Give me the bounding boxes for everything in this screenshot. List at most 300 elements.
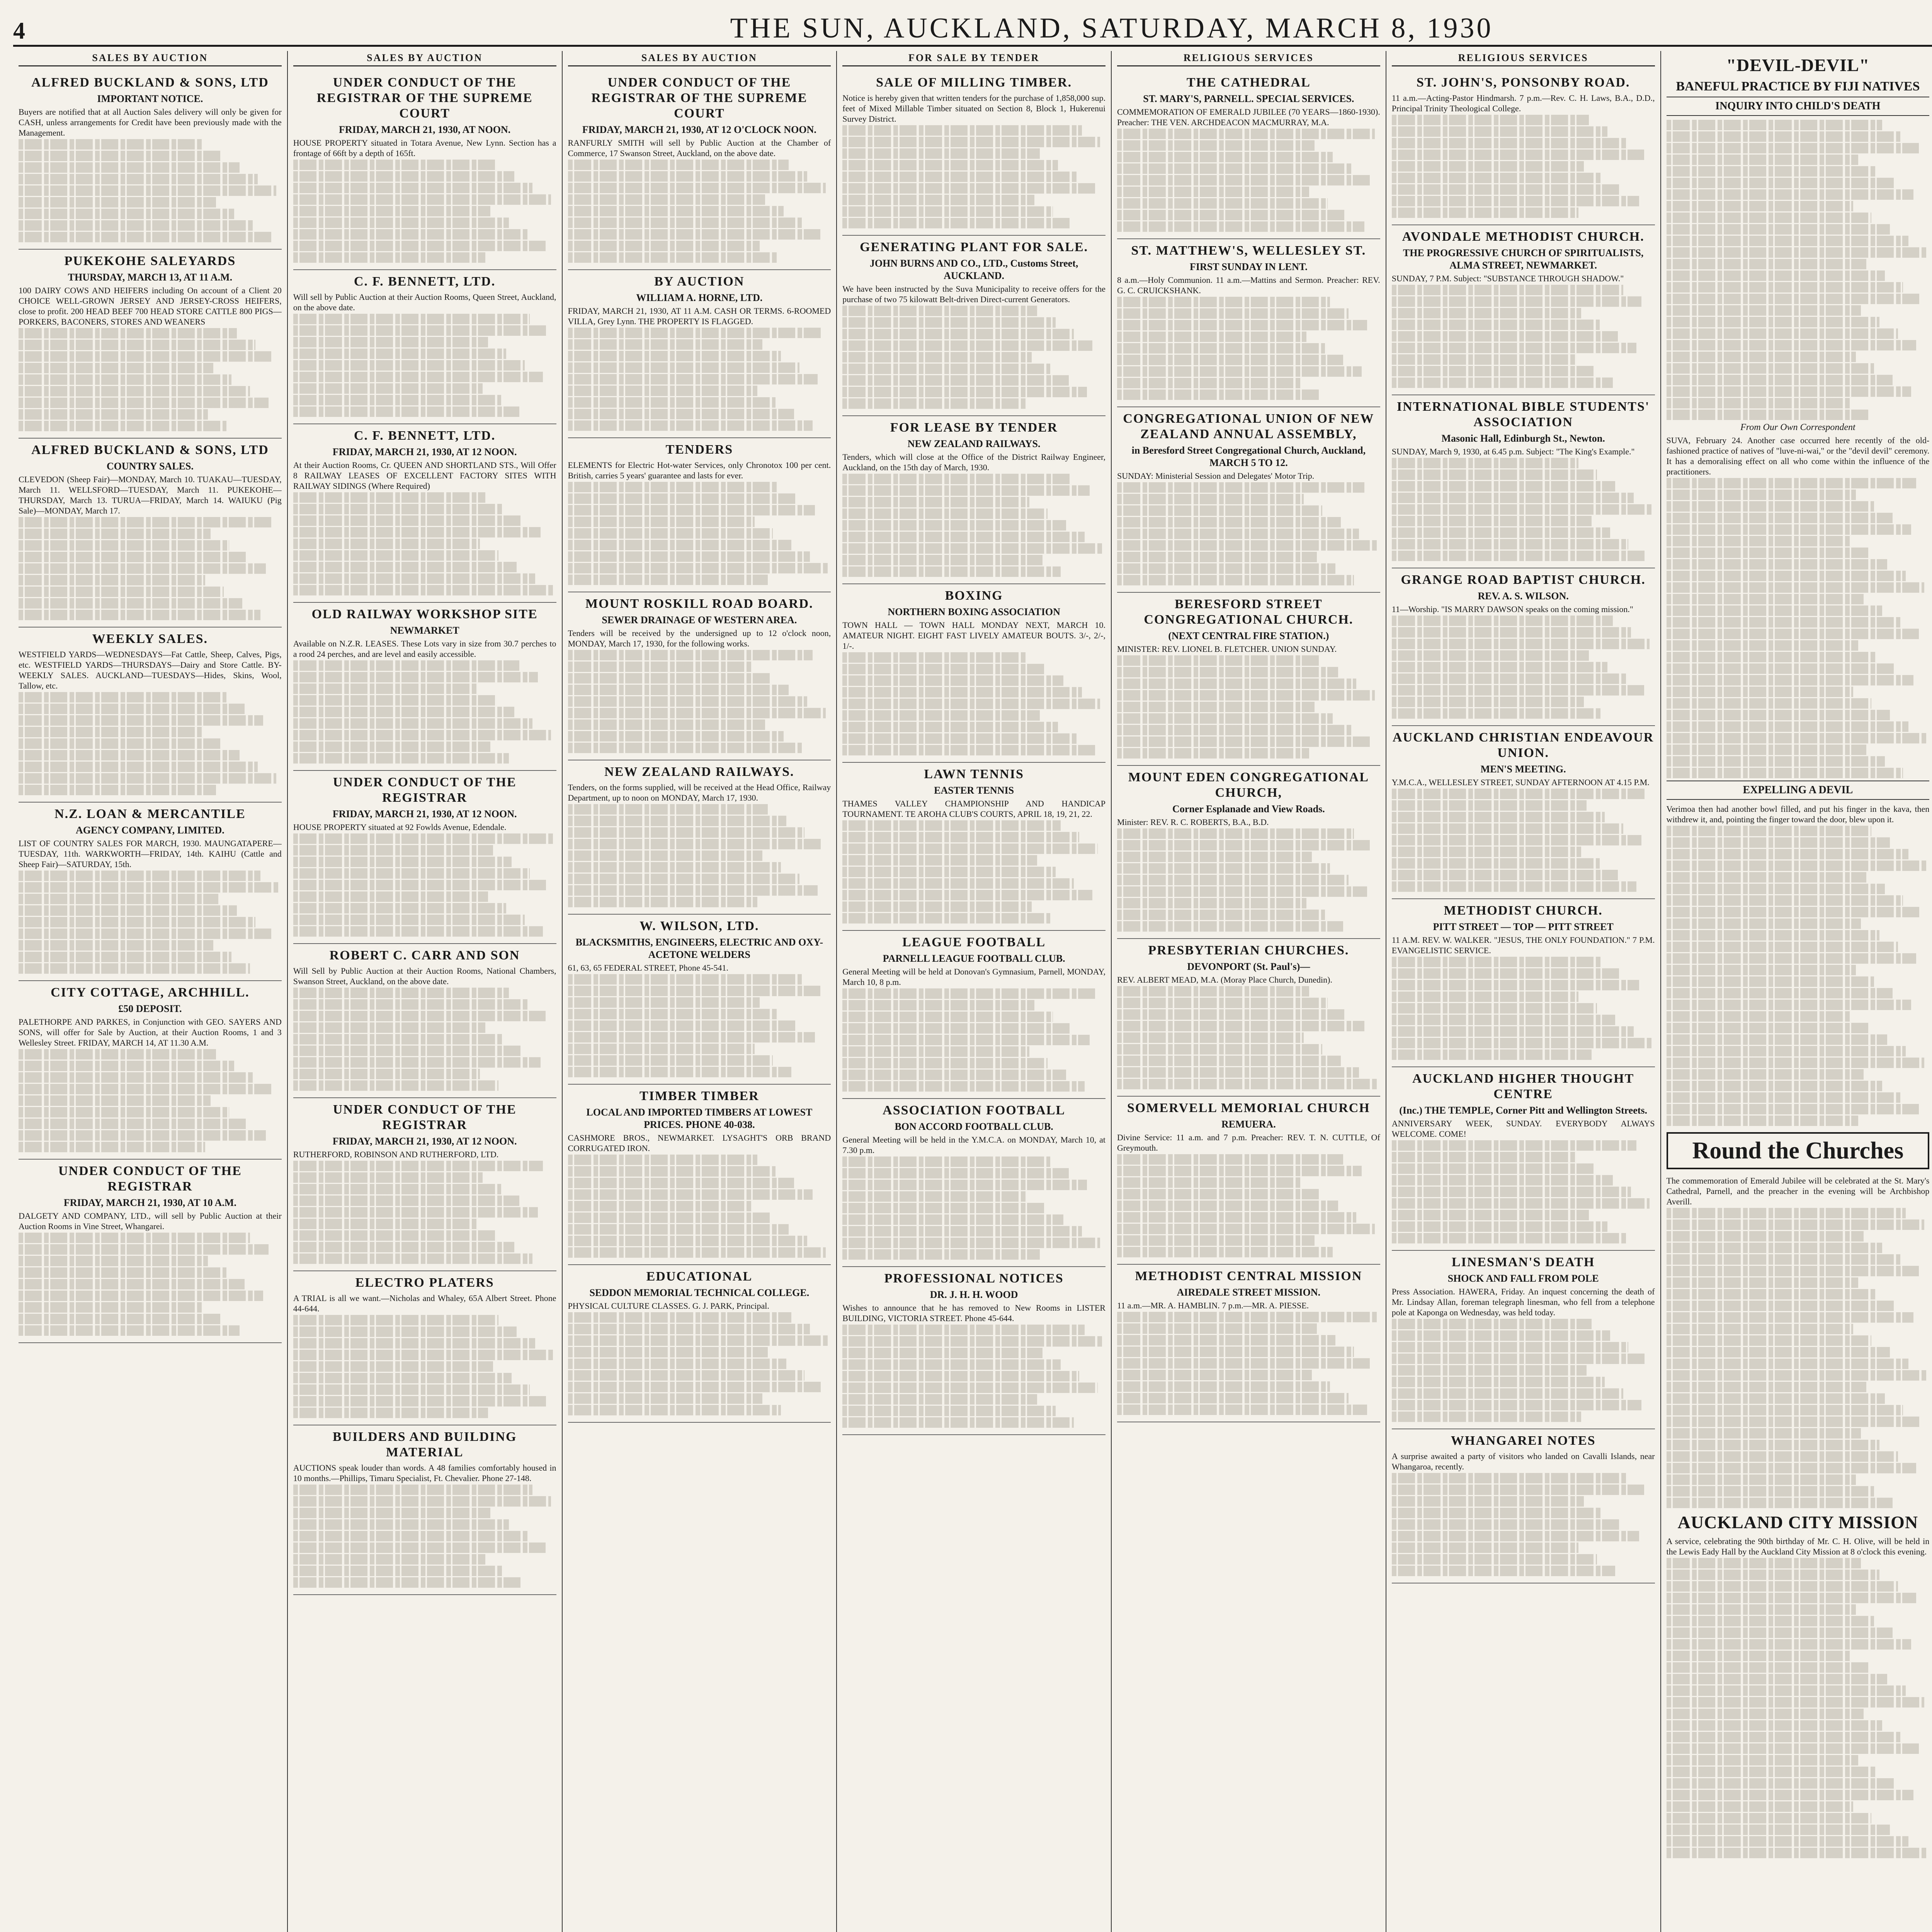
advertisement bbox=[1117, 71, 1380, 239]
ad-subheading: NEW ZEALAND RAILWAYS. bbox=[907, 438, 1041, 449]
advertisement bbox=[568, 760, 831, 915]
print-line bbox=[293, 1080, 498, 1091]
ad-body: CASHMORE BROS., NEWMARKET. LYSAGHT'S ORB BRAND CORRUGATED IRON. bbox=[568, 1133, 831, 1153]
print-line bbox=[1667, 663, 1895, 674]
print-line bbox=[293, 550, 498, 561]
masthead bbox=[13, 12, 1932, 47]
print-line bbox=[1392, 366, 1594, 376]
print-line bbox=[1392, 957, 1602, 967]
print-line bbox=[1667, 201, 1853, 211]
print-line bbox=[1667, 305, 1861, 316]
print-line bbox=[293, 383, 483, 394]
ad-heading: FOR LEASE BY TENDER bbox=[890, 420, 1058, 435]
print-line bbox=[568, 862, 781, 872]
ad-subheading: EASTER TENNIS bbox=[934, 785, 1014, 796]
ad-body: REV. ALBERT MEAD, M.A. (Moray Place Church, Dunedin). bbox=[1117, 975, 1332, 985]
ad-heading: UNDER CONDUCT OF THE REGISTRAR bbox=[333, 1102, 517, 1132]
print-line bbox=[293, 1011, 546, 1021]
print-line bbox=[842, 855, 1037, 866]
print-line bbox=[19, 750, 240, 760]
print-line bbox=[1667, 1604, 1856, 1615]
print-line bbox=[19, 785, 216, 795]
ad-heading: BERESFORD STREET CONGREGATIONAL CHURCH. bbox=[1144, 597, 1354, 627]
print-line bbox=[1667, 1475, 1856, 1485]
print-line bbox=[842, 687, 1082, 697]
print-line bbox=[1667, 155, 1859, 165]
print-line bbox=[1667, 1486, 1874, 1497]
print-line bbox=[1667, 629, 1919, 639]
ad-heading: THE CATHEDRAL bbox=[1186, 75, 1311, 90]
print-line bbox=[1667, 1558, 1861, 1568]
print-line bbox=[568, 719, 765, 730]
print-line bbox=[568, 351, 781, 361]
ad-heading: W. WILSON, LTD. bbox=[639, 919, 759, 933]
print-line bbox=[293, 742, 491, 752]
print-line bbox=[1667, 398, 1851, 408]
print-line bbox=[568, 1155, 757, 1165]
print-line bbox=[568, 1224, 789, 1235]
column-header: RELIGIOUS SERVICES bbox=[1117, 51, 1380, 66]
ad-body: Tenders, on the forms supplied, will be received at the Head Office, Railway Department, up to noon on MONDAY, March 17, 1930. bbox=[568, 782, 831, 803]
print-line bbox=[293, 1184, 501, 1194]
ad-body: 11 a.m.—Acting-Pastor Hindmarsh. 7 p.m.—Rev. C. H. Laws, B.A., D.D., Principal Trinity Theological College. bbox=[1391, 93, 1655, 113]
print-line bbox=[1667, 617, 1901, 628]
print-line bbox=[293, 1338, 535, 1349]
print-line bbox=[568, 194, 765, 205]
print-line bbox=[293, 1207, 538, 1218]
print-line bbox=[1667, 652, 1877, 662]
print-line bbox=[842, 532, 1084, 542]
print-line bbox=[1392, 527, 1610, 538]
print-line bbox=[568, 482, 779, 492]
print-line bbox=[1667, 1289, 1877, 1299]
print-line bbox=[1667, 131, 1901, 142]
print-line bbox=[1392, 481, 1616, 492]
print-line bbox=[1667, 895, 1903, 906]
print-line bbox=[19, 1084, 271, 1094]
ad-heading: NEW ZEALAND RAILWAYS. bbox=[604, 765, 794, 779]
print-line bbox=[1117, 1370, 1312, 1380]
ad-heading: PRESBYTERIAN CHURCHES. bbox=[1148, 943, 1349, 957]
print-line bbox=[842, 1012, 1053, 1022]
print-line bbox=[1392, 458, 1578, 468]
print-line bbox=[1117, 366, 1362, 377]
print-line bbox=[1117, 1323, 1317, 1334]
advertisement bbox=[1117, 593, 1380, 766]
ad-subheading: PARNELL LEAGUE FOOTBALL CLUB. bbox=[883, 953, 1065, 964]
advertisement bbox=[1117, 239, 1380, 407]
ad-heading: MOUNT ROSKILL ROAD BOARD. bbox=[585, 597, 813, 611]
print-line bbox=[842, 722, 1058, 732]
print-line bbox=[19, 340, 255, 350]
print-line bbox=[293, 1577, 522, 1588]
print-line bbox=[842, 317, 1055, 328]
advertisement bbox=[293, 1425, 556, 1595]
print-line bbox=[293, 504, 504, 514]
print-line bbox=[1392, 1330, 1610, 1341]
print-line bbox=[293, 206, 491, 216]
print-line bbox=[842, 1348, 1042, 1358]
print-line bbox=[1667, 1092, 1901, 1103]
ad-subheading: PITT STREET — TOP — PITT STREET bbox=[1433, 921, 1614, 932]
print-line bbox=[1117, 355, 1343, 365]
print-line bbox=[842, 890, 1092, 900]
ad-heading: BY AUCTION bbox=[654, 274, 745, 289]
ad-body: Available on N.Z.R. LEASES. These Lots vary in size from 30.7 perches to a rood 24 perches, and are level and easily accessible. bbox=[293, 639, 556, 659]
print-line bbox=[1667, 1335, 1872, 1346]
print-line bbox=[1392, 331, 1618, 342]
ad-heading: TIMBER TIMBER bbox=[639, 1089, 759, 1103]
print-line bbox=[1392, 881, 1636, 892]
print-line bbox=[1117, 175, 1370, 185]
print-line bbox=[568, 1347, 768, 1357]
print-line bbox=[568, 696, 807, 707]
print-line bbox=[293, 880, 548, 890]
print-line bbox=[1392, 708, 1602, 719]
print-line bbox=[1392, 847, 1581, 857]
print-line bbox=[568, 839, 823, 849]
print-line bbox=[293, 915, 525, 925]
print-line bbox=[842, 1406, 1055, 1416]
print-line bbox=[1667, 988, 1893, 998]
print-line bbox=[1117, 517, 1341, 527]
print-line bbox=[842, 1226, 1082, 1236]
print-line bbox=[19, 1256, 208, 1266]
print-line bbox=[568, 339, 763, 350]
print-line bbox=[842, 1180, 1087, 1190]
ad-subheading: SEWER DRAINAGE OF WESTERN AREA. bbox=[602, 614, 797, 626]
ad-heading: METHODIST CENTRAL MISSION bbox=[1135, 1269, 1362, 1283]
ad-subheading: (NEXT CENTRAL FIRE STATION.) bbox=[1168, 630, 1329, 641]
print-line bbox=[19, 386, 250, 396]
ad-body: 100 DAIRY COWS AND HEIFERS including On account of a Client 20 CHOICE WELL-GROWN JERSEY AND JERSEY-CROSS HEIFERS, close to profit. 200 HEAD BEEF 700 HEAD STORE CATTLE 800 PIGS—PORKERS, BACONERS, STORES AND WEANERS bbox=[19, 286, 282, 327]
advertisement bbox=[568, 1085, 831, 1265]
print-line bbox=[1667, 1023, 1869, 1033]
print-line bbox=[19, 363, 213, 373]
print-line bbox=[293, 730, 551, 740]
print-line bbox=[1392, 968, 1621, 979]
advertisement bbox=[1117, 939, 1380, 1097]
advertisement bbox=[293, 424, 556, 603]
print-line bbox=[1667, 1301, 1895, 1311]
print-line bbox=[1667, 1000, 1911, 1010]
print-line bbox=[293, 527, 541, 537]
story-headline: AUCKLAND CITY MISSION bbox=[1677, 1512, 1918, 1532]
ad-subheading: FRIDAY, MARCH 21, 1930, AT NOON. bbox=[339, 124, 511, 135]
print-line bbox=[1667, 1370, 1927, 1381]
print-line bbox=[1667, 1825, 1890, 1835]
print-line bbox=[568, 997, 760, 1008]
advertisement bbox=[842, 236, 1105, 416]
print-line bbox=[568, 1044, 755, 1054]
print-line bbox=[1667, 1104, 1919, 1114]
print-line bbox=[1392, 1388, 1623, 1399]
story-body: Verimoa then had another bowl filled, and put his finger in the kava, then withdrew it, and, pointing the finger toward the door, blew upon it. bbox=[1666, 804, 1930, 824]
print-line bbox=[293, 573, 535, 584]
print-line bbox=[293, 1242, 514, 1252]
print-line bbox=[1667, 1651, 1851, 1661]
print-line bbox=[19, 209, 234, 219]
print-line bbox=[1667, 1428, 1861, 1439]
print-line bbox=[1117, 736, 1370, 747]
column-4 bbox=[837, 51, 1112, 1932]
print-line bbox=[1117, 667, 1338, 677]
print-line bbox=[1392, 1554, 1597, 1565]
print-line bbox=[1117, 1347, 1354, 1357]
print-line bbox=[1392, 150, 1645, 160]
print-line bbox=[568, 1236, 807, 1246]
print-line bbox=[1667, 363, 1874, 374]
advertisement bbox=[568, 71, 831, 270]
ad-body: HOUSE PROPERTY situated at 92 Fowlds Avenue, Edendale. bbox=[293, 822, 507, 832]
story-body: A service, celebrating the 90th birthday of Mr. C. H. Olive, will be held in the Lewis Eady Hall by the Auckland City Mission at 8 o'clock this evening. bbox=[1666, 1536, 1930, 1556]
print-line bbox=[1392, 1377, 1605, 1387]
print-line bbox=[568, 362, 799, 373]
print-line bbox=[293, 1196, 519, 1206]
print-line bbox=[19, 952, 231, 962]
print-line bbox=[1667, 1755, 1859, 1765]
print-line bbox=[1392, 1519, 1621, 1530]
print-line bbox=[1392, 320, 1600, 330]
ad-heading: LAWN TENNIS bbox=[924, 767, 1024, 781]
print-line bbox=[842, 497, 1029, 507]
ad-body: At their Auction Rooms, Cr. QUEEN AND SHORTLAND STS., Will Offer 8 RAILWAY LEASES OF EXCELLENT FACTORY SITES WITH RAILWAY SIDINGS (Where Required) bbox=[293, 460, 556, 491]
ad-body: Will Sell by Public Auction at their Auction Rooms, National Chambers, Swanson Street, Auckland, on the above date. bbox=[293, 966, 556, 986]
print-line bbox=[19, 905, 237, 916]
print-line bbox=[1667, 1743, 1919, 1754]
print-line bbox=[293, 1069, 480, 1079]
ad-subheading: NEWMARKET bbox=[390, 625, 459, 636]
ad-subheading: BON ACCORD FOOTBALL CLUB. bbox=[895, 1121, 1053, 1132]
print-line bbox=[19, 598, 242, 609]
print-line bbox=[1117, 1335, 1335, 1345]
print-line bbox=[293, 695, 496, 706]
print-line bbox=[568, 386, 757, 396]
ad-subheading: FRIDAY, MARCH 21, 1930, AT 12 NOON. bbox=[332, 446, 517, 457]
print-line bbox=[568, 650, 813, 660]
news-story bbox=[1667, 1132, 1930, 1508]
print-line bbox=[293, 1219, 478, 1229]
ad-body: LIST OF COUNTRY SALES FOR MARCH, 1930. MAUNGATAPERE—TUESDAY, 11th. WARKWORTH—FRIDAY, 14th. KAIHU (Cattle and Sheep Fair)—SATURDAY, 15th. bbox=[19, 838, 282, 869]
advertisement bbox=[1392, 395, 1655, 568]
ad-heading: ALFRED BUCKLAND & SONS, LTD bbox=[31, 75, 269, 90]
advertisement bbox=[1392, 899, 1655, 1067]
print-line bbox=[842, 988, 1095, 999]
print-line bbox=[293, 903, 506, 913]
print-line bbox=[568, 229, 821, 240]
print-line bbox=[1667, 1069, 1864, 1080]
advertisement bbox=[568, 592, 831, 760]
print-line bbox=[1667, 548, 1869, 558]
print-line bbox=[19, 715, 263, 726]
advertisement bbox=[19, 1160, 282, 1343]
print-line bbox=[1117, 210, 1346, 220]
print-line bbox=[842, 375, 1068, 386]
print-line bbox=[1117, 1381, 1330, 1392]
ad-body: COMMEMORATION OF EMERALD JUBILEE (70 YEARS—1860-1930). Preacher: THE VEN. ARCHDEACON MACMURRAY, M.A. bbox=[1117, 107, 1380, 127]
print-line bbox=[19, 727, 203, 737]
print-line bbox=[1392, 1175, 1613, 1185]
print-line bbox=[568, 160, 789, 170]
print-line bbox=[1667, 352, 1856, 362]
print-line bbox=[568, 897, 757, 907]
print-line bbox=[568, 517, 755, 527]
ad-body: WESTFIELD YARDS—WEDNESDAYS—Fat Cattle, Sheep, Calves, Pigs, etc. WESTFIELD YARDS—THURSDAYS—Dairy and Store Cattle. BY-WEEKLY SALES. AUCKLAND—TUESDAYS—Hides, Skins, Wool, Tallow, etc. bbox=[19, 650, 282, 690]
advertisement bbox=[568, 915, 831, 1085]
print-line bbox=[19, 174, 258, 184]
print-line bbox=[568, 1166, 776, 1177]
ad-body: Notice is hereby given that written tenders for the purchase of 1,858,000 sup. feet of Mixed Millable Timber situated on Section 8, Block 1, Hukerenui Survey District. bbox=[842, 93, 1105, 124]
print-line bbox=[1667, 410, 1869, 420]
print-line bbox=[1117, 748, 1309, 759]
print-line bbox=[568, 731, 784, 742]
print-line bbox=[1117, 129, 1375, 139]
print-line bbox=[1667, 930, 1879, 940]
print-line bbox=[1667, 513, 1893, 523]
story-body: INQUIRY INTO CHILD'S DEATH bbox=[1667, 97, 1930, 116]
print-line bbox=[1117, 725, 1351, 735]
ad-heading: UNDER CONDUCT OF THE REGISTRAR OF THE SUPREME COURT bbox=[591, 75, 808, 121]
print-line bbox=[1667, 942, 1898, 952]
ad-body: Tenders, which will close at the Office of the District Railway Engineer, Auckland, on the 15th day of March, 1930. bbox=[842, 452, 1105, 472]
print-line bbox=[568, 575, 768, 585]
print-line bbox=[293, 1531, 527, 1541]
ad-body: A surprise awaited a party of visitors who landed on Cavalli Islands, near Whangaroa, recently. bbox=[1391, 1451, 1655, 1471]
ad-body: Press Association. HAWERA, Friday. An inquest concerning the death of Mr. Lindsay Allan, foreman telegraph linesman, who fell from a telephone pole at Kaponga on Wednesday, was held today. bbox=[1391, 1287, 1655, 1317]
print-line bbox=[568, 241, 760, 251]
ad-subheading: FRIDAY, MARCH 21, 1930, AT 10 A.M. bbox=[63, 1197, 236, 1208]
print-line bbox=[293, 252, 485, 263]
story-subhead: EXPELLING A DEVIL bbox=[1667, 781, 1930, 800]
print-line bbox=[1667, 640, 1859, 651]
advertisement bbox=[842, 931, 1105, 1099]
print-line bbox=[842, 1394, 1037, 1405]
advertisement bbox=[1117, 407, 1380, 593]
print-line bbox=[1667, 1848, 1927, 1858]
print-line bbox=[19, 517, 271, 527]
print-line bbox=[1392, 285, 1623, 295]
print-line bbox=[19, 1049, 216, 1060]
print-line bbox=[842, 1371, 1079, 1381]
print-line bbox=[19, 1244, 269, 1255]
print-line bbox=[1667, 1347, 1890, 1357]
print-line bbox=[1392, 1531, 1639, 1541]
print-line bbox=[19, 894, 218, 904]
print-line bbox=[1667, 1058, 1924, 1068]
print-line bbox=[1117, 187, 1309, 197]
print-line bbox=[568, 743, 802, 753]
ad-heading: PROFESSIONAL NOTICES bbox=[884, 1271, 1064, 1286]
ad-subheading: FIRST SUNDAY IN LENT. bbox=[1189, 261, 1308, 272]
print-line bbox=[19, 704, 245, 714]
print-line bbox=[19, 738, 221, 749]
print-line bbox=[19, 575, 205, 585]
ad-heading: AVONDALE METHODIST CHURCH. bbox=[1402, 230, 1645, 244]
print-line bbox=[1392, 1365, 1587, 1376]
print-line bbox=[1392, 1400, 1642, 1410]
ad-body: Divine Service: 11 a.m. and 7 p.m. Preacher: REV. T. N. CUTTLE, Of Greymouth. bbox=[1117, 1133, 1380, 1153]
ad-heading: UNDER CONDUCT OF THE REGISTRAR bbox=[58, 1164, 242, 1194]
story-body: The commemoration of Emerald Jubilee will be celebrated at the St. Mary's Cathedral, Parnell, and the preacher in the evening will be Archbishop Averill. bbox=[1666, 1176, 1930, 1206]
print-line bbox=[1667, 120, 1882, 130]
ad-body: We have been instructed by the Suva Municipality to receive offers for the purchase of two 75 kilowatt Belt-driven Direct-current Generators. bbox=[842, 284, 1105, 304]
ad-heading: N.Z. LOAN & MERCANTILE bbox=[54, 807, 246, 821]
print-line bbox=[842, 901, 1032, 912]
ad-body: THAMES VALLEY CHAMPIONSHIP AND HANDICAP TOURNAMENT. TE AROHA CLUB'S COURTS, APRIL 18, 19, 21, 22. bbox=[842, 799, 1105, 819]
print-line bbox=[568, 171, 807, 182]
print-line bbox=[1392, 858, 1600, 869]
advertisement bbox=[293, 771, 556, 944]
advertisement bbox=[1117, 766, 1380, 939]
ad-subheading: SHOCK AND FALL FROM POLE bbox=[1447, 1273, 1599, 1284]
print-line bbox=[293, 360, 525, 371]
print-line bbox=[1117, 563, 1335, 574]
print-line bbox=[19, 1061, 234, 1071]
print-line bbox=[293, 1554, 485, 1565]
print-line bbox=[1117, 690, 1375, 701]
print-line bbox=[1667, 582, 1924, 593]
print-line bbox=[1667, 247, 1927, 258]
print-line bbox=[1667, 259, 1866, 269]
print-line bbox=[842, 160, 1058, 170]
ad-heading: TENDERS bbox=[665, 442, 733, 457]
advertisement bbox=[1392, 225, 1655, 395]
ad-heading: ALFRED BUCKLAND & SONS, LTD bbox=[31, 443, 269, 457]
ad-body: PHYSICAL CULTURE CLASSES. G. J. PARK, Principal. bbox=[568, 1301, 769, 1311]
advertisement bbox=[19, 71, 282, 250]
print-line bbox=[293, 194, 551, 205]
advertisement bbox=[293, 1098, 556, 1271]
ad-heading: SOMERVELL MEMORIAL CHURCH bbox=[1127, 1101, 1370, 1115]
print-line bbox=[1117, 529, 1359, 539]
print-line bbox=[842, 1325, 1084, 1335]
print-line bbox=[1667, 733, 1927, 743]
advertisement bbox=[19, 981, 282, 1160]
ad-body: 11 A.M. REV. W. WALKER. "JESUS, THE ONLY FOUNDATION." 7 P.M. EVANGELISTIC SERVICE. bbox=[1391, 935, 1655, 955]
print-line bbox=[1392, 1233, 1626, 1243]
print-line bbox=[1667, 236, 1908, 246]
print-line bbox=[842, 195, 1034, 205]
print-line bbox=[1117, 1044, 1322, 1054]
print-line bbox=[1392, 616, 1613, 626]
print-line bbox=[293, 1057, 541, 1068]
print-line bbox=[1117, 1154, 1343, 1165]
print-line bbox=[842, 509, 1048, 519]
print-line bbox=[1117, 898, 1306, 908]
print-line bbox=[1392, 980, 1639, 990]
print-line bbox=[1667, 1628, 1893, 1638]
print-line bbox=[19, 929, 274, 939]
print-line bbox=[293, 672, 538, 682]
advertisement bbox=[842, 584, 1105, 763]
print-line bbox=[19, 232, 271, 242]
print-line bbox=[1392, 992, 1578, 1002]
print-line bbox=[842, 1035, 1090, 1045]
print-line bbox=[1667, 317, 1879, 327]
print-line bbox=[19, 162, 240, 173]
print-line bbox=[1667, 884, 1885, 894]
print-line bbox=[1117, 1201, 1338, 1211]
ad-body: AUCTIONS speak louder than words. A 48 families comfortably housed in 10 months.—Phillips, Timaru Specialist, Ft. Chevalier. Phone 27-148. bbox=[293, 1463, 556, 1483]
print-line bbox=[842, 125, 1082, 136]
advertisement bbox=[1392, 726, 1655, 899]
advertisement bbox=[842, 71, 1105, 236]
print-line bbox=[1117, 482, 1364, 493]
print-line bbox=[1667, 490, 1856, 500]
print-line bbox=[842, 364, 1050, 374]
print-line bbox=[842, 1081, 1084, 1092]
print-line bbox=[293, 1508, 491, 1518]
